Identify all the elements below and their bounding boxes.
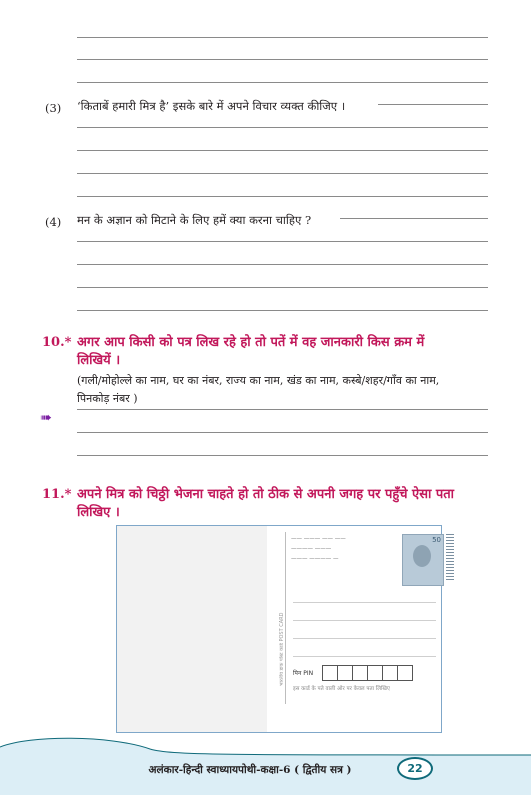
question-10-detail-line2: पिनकोड़ नंबर ) [77,392,138,405]
pin-box[interactable] [337,665,353,681]
pin-box[interactable] [397,665,413,681]
answer-line[interactable] [77,150,488,151]
postcard-message-area[interactable] [117,526,267,732]
postcard-bottom-note: इस कार्ड के पते वाली ओर पर केवल पता लिखिए [293,686,390,692]
pin-box[interactable] [382,665,398,681]
question-4-text: मन के अज्ञान को मिटाने के लिए हमें क्या करना चाहिए ? [77,213,312,227]
page-number: 22 [397,757,433,780]
postcard-print-line: —— ——— —— —— [291,536,346,542]
address-line[interactable] [293,656,436,657]
question-11-number: 11.* [42,487,72,502]
question-10-detail-line1: (गली/मोहोल्ले का नाम, घर का नंबर, राज्य का नाम, खंड का नाम, कस्बे/शहर/गाँव का नाम, [77,374,440,387]
gandhi-portrait-icon [413,545,431,567]
question-3-number: (3) [45,101,62,115]
postcard-print-line: ———— ——— [291,546,332,552]
address-line[interactable] [293,602,436,603]
question-11-line1: अपने मित्र को चिठ्ठी भेजना चाहते हो तो ठीक से अपनी जगह पर पहुँचे ऐसा पता [77,487,455,502]
answer-line[interactable] [77,37,488,38]
question-11-line2: लिखिए । [77,505,120,520]
postcard [116,525,442,733]
question-10-number: 10.* [42,335,72,350]
answer-line[interactable] [77,82,488,83]
postcard-print-line: ——— ———— — [291,556,339,562]
answer-line[interactable] [77,432,488,433]
answer-line[interactable] [77,196,488,197]
footer-title: अलंकार-हिन्दी स्वाध्यायपोथी-कक्षा-6 ( द्वितीय सत्र ) [148,764,352,776]
question-4-number: (4) [45,215,62,229]
answer-line[interactable] [378,104,488,105]
question-10-line1: अगर आप किसी को पत्र लिख रहे हो तो पतें में वह जानकारी किस क्रम में [77,335,425,350]
address-line[interactable] [293,638,436,639]
answer-line[interactable] [340,218,488,219]
barcode-icon [446,534,454,582]
pin-box[interactable] [367,665,383,681]
answer-line[interactable] [77,310,488,311]
answer-line[interactable] [77,127,488,128]
pin-box[interactable] [322,665,338,681]
stamp-value: 50 [432,536,441,544]
question-3-text: ‘किताबें हमारी मित्र है’ इसके बारे में अपने विचार व्यक्त कीजिए । [77,99,346,113]
question-10-line2: लिखियें । [77,353,121,368]
answer-line[interactable] [77,287,488,288]
postage-stamp [402,534,444,586]
double-arrow-right-icon: ➠ [40,410,52,426]
answer-line[interactable] [77,173,488,174]
postcard-vertical-text: भारतीय डाक पोस्ट कार्ड POST CARD [279,612,285,686]
answer-line[interactable] [77,264,488,265]
answer-line[interactable] [77,455,488,456]
answer-line[interactable] [77,241,488,242]
pin-box[interactable] [352,665,368,681]
answer-line[interactable] [77,59,488,60]
pin-label: पिन PIN [293,670,314,677]
answer-line[interactable] [77,409,488,410]
address-line[interactable] [293,620,436,621]
